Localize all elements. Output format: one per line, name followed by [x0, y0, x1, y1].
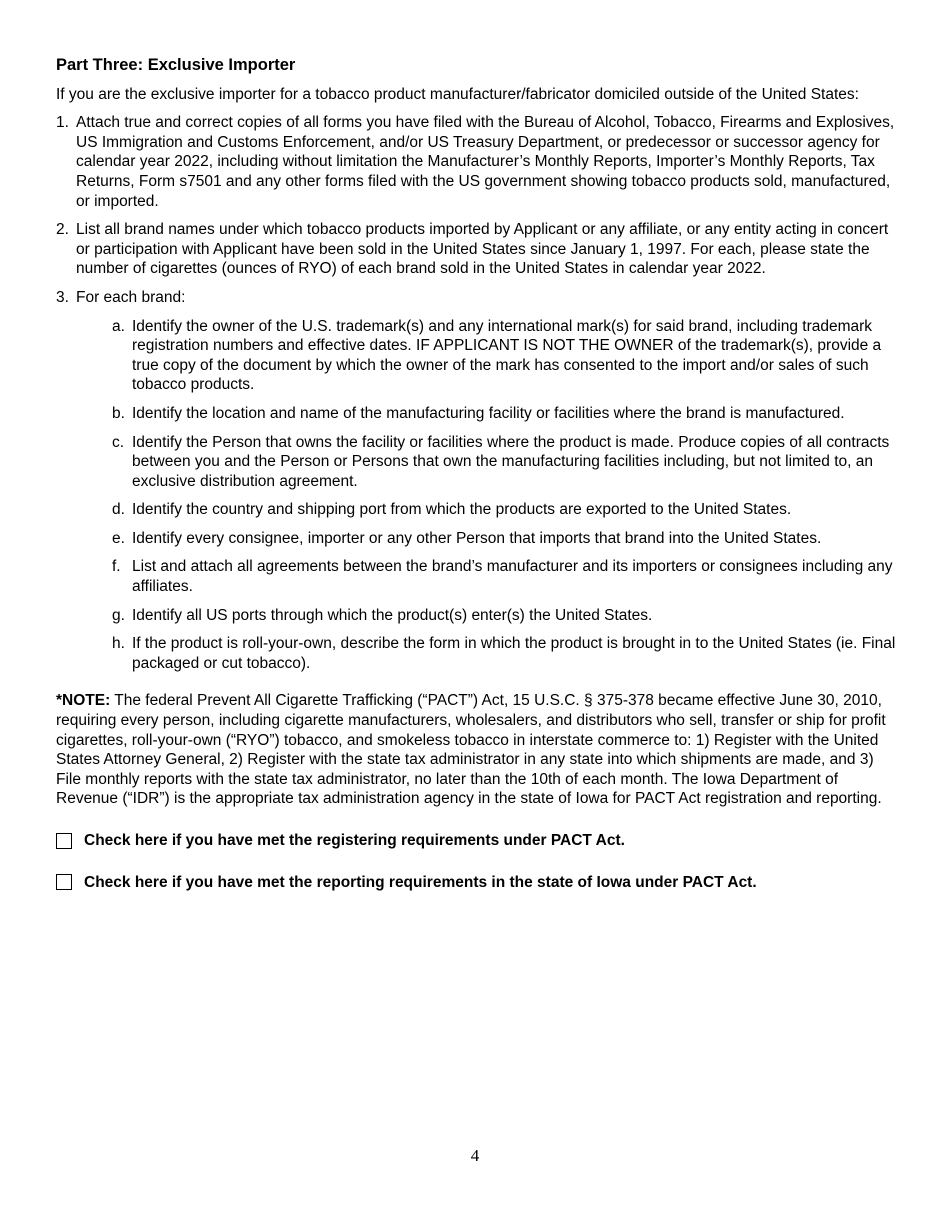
note-text: The federal Prevent All Cigarette Trafficking (“PACT”) Act, 15 U.S.C. § 375-378 became effective June 30, 2010, requiring every person, including cigarette manufacturers, wholesalers, and distributors who sell, transfer or ship for profit cigarettes, roll-your-own (“RYO”) tobacco, and smokeless tobacco in interstate commerce to: 1) Register with the United States Attorney General, 2) Register with the state tax administrator in any state into which shipments are made, and 3) File monthly reports with the state tax administrator, no later than the 10th of each month. The Iowa Department of Revenue (“IDR”) is the appropriate tax administration agency in the state of Iowa for PACT Act registration and reporting. [56, 692, 886, 808]
list-number: 3. [56, 288, 69, 306]
sublist-letter: a. [112, 317, 125, 335]
list-item-3 [56, 288, 896, 674]
brand-sublist [112, 317, 896, 674]
sublist-letter: f. [112, 558, 121, 576]
registering-checkbox-label: Check here if you have met the registering requirements under PACT Act. [84, 832, 625, 849]
document-page [56, 56, 896, 892]
sublist-text: Identify the location and name of the manufacturing facility or facilities where the brand is manufactured. [132, 404, 845, 422]
registering-checkbox[interactable] [56, 833, 72, 849]
sublist-text: Identify the owner of the U.S. trademark(s) and any international mark(s) for said brand, including trademark registration numbers and effective dates. IF APPLICANT IS NOT THE OWNER of the trademark(s), provide a true copy of the document by which the owner of the mark has consented to the import and/or sales of such tobacco products. [132, 317, 882, 394]
sublist-text: Identify all US ports through which the product(s) enter(s) the United States. [132, 606, 653, 624]
reporting-checkbox-label: Check here if you have met the reporting requirements in the state of Iowa under PACT Act. [84, 873, 757, 891]
sublist-item-d [112, 500, 896, 520]
list-item-2 [56, 220, 896, 279]
reporting-checkbox[interactable] [56, 874, 72, 890]
list-item-text: For each brand: [76, 288, 186, 306]
intro-paragraph: If you are the exclusive importer for a tobacco product manufacturer/fabricator domiciled outside of the United States: [56, 85, 859, 103]
registering-checkbox-row[interactable] [56, 831, 896, 851]
sublist-item-b [112, 404, 896, 424]
reporting-checkbox-row[interactable] [56, 873, 896, 893]
sublist-letter: b. [112, 404, 125, 422]
sublist-letter: d. [112, 501, 125, 519]
page-number: 4 [470, 1146, 480, 1165]
sublist-item-h [112, 634, 896, 673]
list-number: 2. [56, 221, 69, 239]
sublist-item-e [112, 529, 896, 549]
pact-note [56, 691, 896, 809]
sublist-text: Identify the country and shipping port from which the products are exported to the United States. [132, 501, 792, 519]
note-label: *NOTE: [56, 692, 111, 710]
sublist-letter: g. [112, 606, 125, 624]
section-heading: Part Three: Exclusive Importer [56, 56, 296, 74]
sublist-text: List and attach all agreements between the brand’s manufacturer and its importers or consignees including any affiliates. [132, 558, 893, 596]
sublist-text: Identify the Person that owns the facility or facilities where the product is made. Produce copies of all contracts between you and the Person or Persons that own the manufacturing facilities including, but not limited to, an exclusive distribution agreement. [132, 433, 890, 490]
sublist-text: If the product is roll-your-own, describe the form in which the product is brought in to the United States (ie. Final packaged or cut tobacco). [132, 635, 896, 672]
sublist-letter: c. [112, 433, 125, 451]
list-item-text: Attach true and correct copies of all forms you have filed with the Bureau of Alcohol, Tobacco, Firearms and Explosives, US Immigration and Customs Enforcement, and/or US Treasury Department, or predecessor or successor agency for calendar year 2022, including without limitation the Manufacturer’s Monthly Reports, Importer’s Monthly Reports, Tax Returns, Form s7501 and any other forms filed with the US government showing tobacco products sold, manufactured, or imported. [76, 114, 895, 210]
list-number: 1. [56, 114, 69, 132]
sublist-item-g [112, 606, 896, 626]
sublist-letter: h. [112, 635, 125, 653]
sublist-item-c [112, 433, 896, 492]
sublist-letter: e. [112, 529, 125, 547]
list-item-1 [56, 113, 896, 211]
sublist-item-a [112, 317, 896, 395]
sublist-item-f [112, 557, 896, 596]
list-item-text: List all brand names under which tobacco products imported by Applicant or any affiliate, or any entity acting in concert or participation with Applicant have been sold in the United States since January 1, 1997. For each, please state the number of cigarettes (ounces of RYO) of each brand sold in the United States in calendar year 2022. [76, 221, 889, 278]
sublist-text: Identify every consignee, importer or any other Person that imports that brand into the United States. [132, 529, 822, 547]
